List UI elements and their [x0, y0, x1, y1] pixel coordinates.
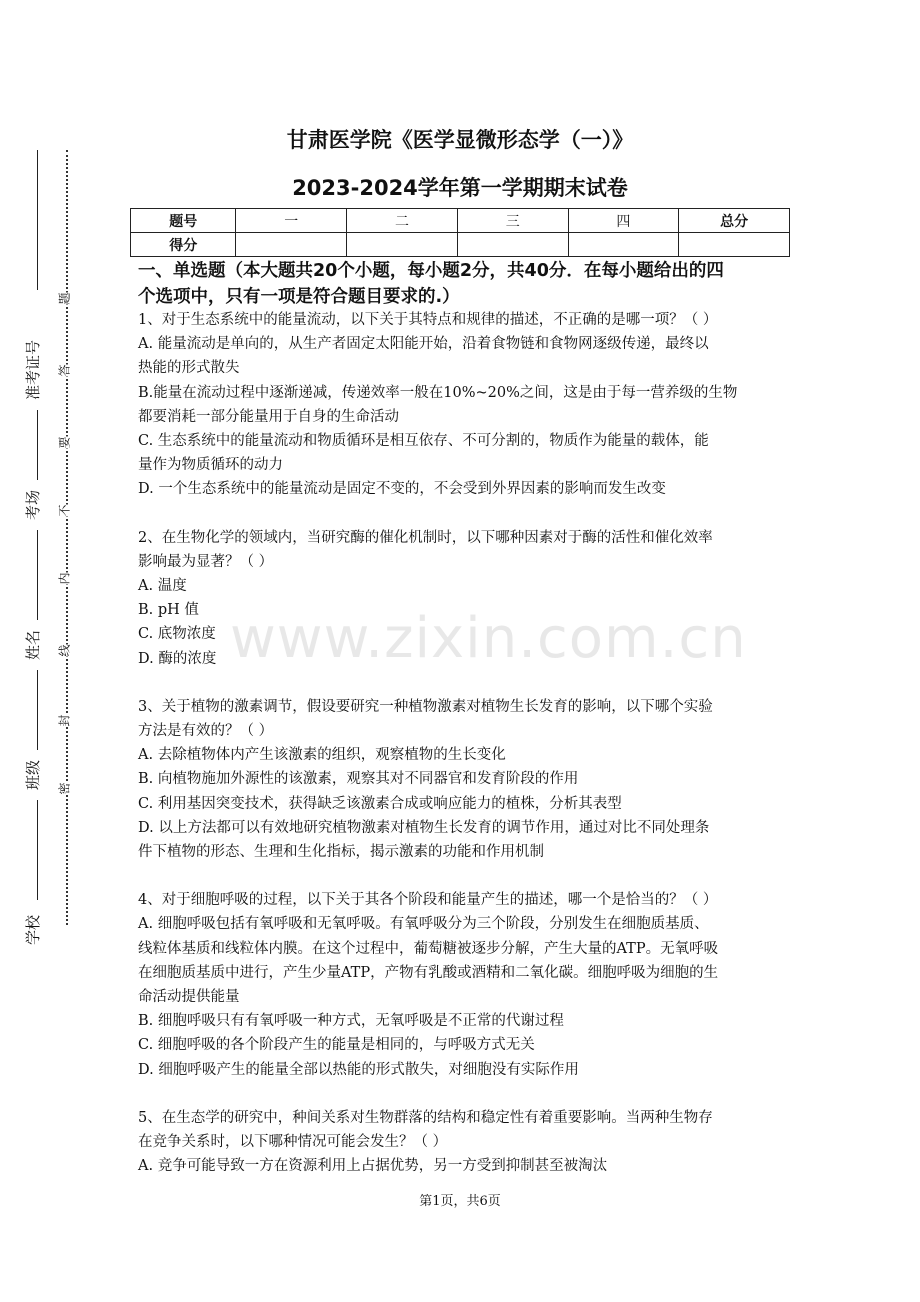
seal-char: 答 — [54, 364, 75, 376]
section-heading-line: 一、单选题（本大题共20个小题，每小题2分，共40分．在每小题给出的四 — [138, 261, 724, 281]
seal-char: 内 — [54, 572, 75, 584]
question-stem: 1、对于生态系统中的能量流动，以下关于其特点和规律的描述，不正确的是哪一项？（ ） — [138, 312, 718, 328]
option-d-cont: 件下植物的形态、生理和生化指标，揭示激素的功能和作用机制 — [138, 844, 544, 861]
seal-dotted-line — [66, 150, 68, 925]
option-c: C. 生态系统中的能量流动和物质循环是相互依存、不可分割的，物质作为能量的载体，能 — [138, 433, 709, 450]
option-a: A. 竞争可能导致一方在资源利用上占据优势，另一方受到抑制甚至被淘汰 — [138, 1158, 608, 1175]
score-table — [130, 208, 790, 257]
option-d: D. 一个生态系统中的能量流动是固定不变的，不会受到外界因素的影响而发生改变 — [138, 481, 666, 498]
option-a-cont: 线粒体基质和线粒体内膜。在这个过程中，葡萄糖被逐步分解，产生大量的ATP。无氧呼吸 — [138, 940, 719, 957]
score-input-cell — [679, 233, 790, 257]
score-cell: 得分 — [131, 233, 236, 257]
option-c-cont: 量作为物质循环的动力 — [138, 457, 283, 474]
school-label: 学校 — [24, 914, 42, 945]
option-c: C. 细胞呼吸的各个阶段产生的能量是相同的，与呼吸方式无关 — [138, 1037, 535, 1054]
score-input-cell — [568, 233, 679, 257]
question-5 — [138, 1106, 790, 1179]
question-stem: 2、在生物化学的领域内，当研究酶的催化机制时，以下哪种因素对于酶的活性和催化效率 — [138, 529, 713, 546]
question-stem: 5、在生态学的研究中，种间关系对生物群落的结构和稳定性有着重要影响。当两种生物存 — [138, 1109, 713, 1126]
seal-char: 题 — [54, 292, 75, 304]
exam-room-label: 考场 — [24, 489, 42, 520]
option-a-cont: 热能的形式散失 — [138, 360, 240, 377]
question-stem: 4、对于细胞呼吸的过程，以下关于其各个阶段和能量产生的描述，哪一个是恰当的？（ ） — [138, 892, 718, 909]
question-2 — [138, 526, 790, 671]
section-heading — [138, 258, 790, 310]
option-a: A. 细胞呼吸包括有氧呼吸和无氧呼吸。有氧呼吸分为三个阶段，分别发生在细胞质基质、 — [138, 916, 709, 933]
option-d: D. 以上方法都可以有效地研究植物激素对植物生长发育的调节作用，通过对比不同处理条 — [138, 819, 710, 836]
question-4 — [138, 888, 790, 1082]
score-cell: 总分 — [679, 209, 790, 233]
name-label: 姓名 — [24, 629, 42, 660]
option-a-cont: 在细胞质基质中进行，产生少量ATP，产物有乳酸或酒精和二氧化碳。细胞呼吸为细胞的生 — [138, 964, 719, 981]
option-b: B. 向植物施加外源性的该激素，观察其对不同器官和发育阶段的作用 — [138, 771, 579, 788]
option-a: A. 温度 — [138, 578, 187, 595]
question-1 — [138, 308, 790, 502]
option-b-cont: 都要消耗一部分能量用于自身的生命活动 — [138, 408, 399, 425]
exam-id-line — [37, 150, 38, 290]
seal-char: 封 — [54, 714, 75, 726]
seal-char: 不 — [54, 504, 75, 516]
exam-room-line — [37, 410, 38, 480]
seal-char: 密 — [54, 782, 75, 794]
option-a: A. 能量流动是单向的，从生产者固定太阳能开始，沿着食物链和食物网逐级传递，最终以 — [138, 336, 709, 353]
option-c: C. 底物浓度 — [138, 626, 216, 643]
option-a: A. 去除植物体内产生该激素的组织，观察植物的生长变化 — [138, 747, 506, 764]
score-input-cell — [236, 233, 347, 257]
option-c: C. 利用基因突变技术，获得缺乏该激素合成或响应能力的植株，分析其表型 — [138, 795, 622, 812]
score-cell: 二 — [347, 209, 458, 233]
exam-title: 甘肃医学院《医学显微形态学（一）》 — [286, 128, 634, 152]
exam-id-label: 准考证号 — [24, 339, 42, 400]
seal-char: 线 — [54, 644, 75, 656]
section-heading-line: 个选项中，只有一项是符合题目要求的.） — [138, 287, 460, 307]
option-b: B. 细胞呼吸只有有氧呼吸一种方式，无氧呼吸是不正常的代谢过程 — [138, 1013, 564, 1030]
question-stem-cont: 方法是有效的？（ ） — [138, 723, 274, 740]
name-line — [37, 530, 38, 620]
question-list — [138, 308, 790, 1179]
score-cell: 三 — [457, 209, 568, 233]
option-b: B.能量在流动过程中逐渐递减，传递效率一般在10%~20%之间，这是由于每一营养级的生物 — [138, 384, 738, 401]
score-table-header-row — [131, 209, 790, 233]
option-b: B. pH 值 — [138, 602, 199, 619]
question-3 — [138, 695, 790, 864]
page-footer: 第1页，共6页 — [419, 1194, 501, 1209]
question-stem-cont: 影响最为显著？（ ） — [138, 553, 274, 570]
score-input-cell — [347, 233, 458, 257]
binding-margin — [0, 0, 100, 1302]
class-line — [37, 670, 38, 750]
score-input-cell — [457, 233, 568, 257]
score-cell: 四 — [568, 209, 679, 233]
seal-char: 要 — [54, 436, 75, 448]
score-cell: 一 — [236, 209, 347, 233]
option-d: D. 酶的浓度 — [138, 650, 217, 667]
option-d: D. 细胞呼吸产生的能量全部以热能的形式散失，对细胞没有实际作用 — [138, 1061, 579, 1078]
option-a-cont: 命活动提供能量 — [138, 989, 240, 1006]
school-line — [37, 800, 38, 900]
score-cell: 题号 — [131, 209, 236, 233]
question-stem: 3、关于植物的激素调节，假设要研究一种植物激素对植物生长发育的影响，以下哪个实验 — [138, 698, 713, 715]
class-label: 班级 — [24, 759, 42, 790]
watermark: www.zixin.com.cn — [230, 606, 747, 671]
score-table-score-row — [131, 233, 790, 257]
question-stem-cont: 在竞争关系时，以下哪种情况可能会发生？（ ） — [138, 1134, 448, 1151]
exam-subtitle: 2023-2024学年第一学期期末试卷 — [292, 176, 628, 200]
